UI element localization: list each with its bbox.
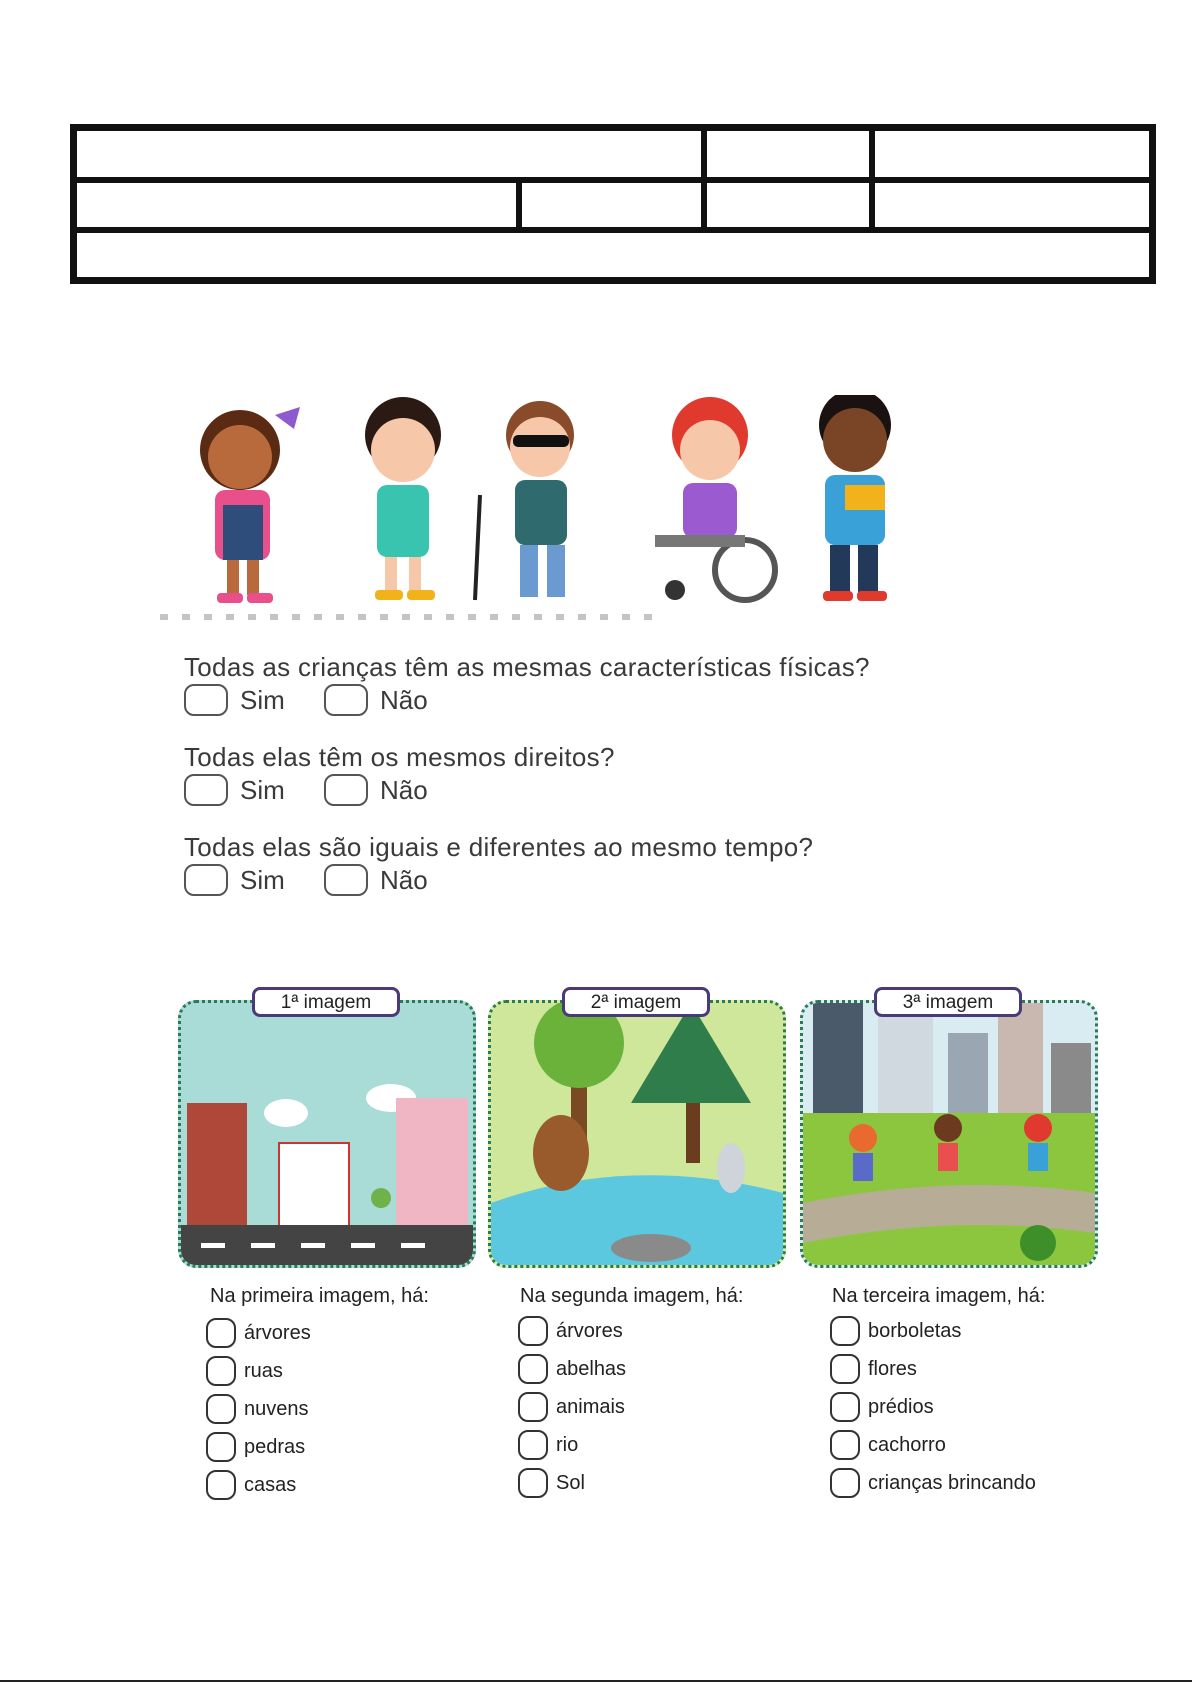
panel-1-tag: 1ª imagem <box>252 987 400 1017</box>
panel-1-city-image <box>178 1000 476 1268</box>
checkbox[interactable] <box>206 1470 236 1500</box>
cut-off-text-line <box>160 614 660 620</box>
header-cell-c[interactable] <box>74 180 519 230</box>
checkbox[interactable] <box>324 774 368 806</box>
q1-option-no[interactable] <box>324 684 428 716</box>
checkbox[interactable] <box>830 1468 860 1498</box>
checkbox[interactable] <box>184 684 228 716</box>
option-label: Não <box>380 684 428 715</box>
item-label: casas <box>244 1473 297 1496</box>
panel-1-item[interactable] <box>206 1432 305 1462</box>
checkbox[interactable] <box>184 774 228 806</box>
item-label: cachorro <box>868 1433 946 1456</box>
checkbox[interactable] <box>324 684 368 716</box>
panel-2-forest-image <box>488 1000 786 1268</box>
option-label: Sim <box>240 684 285 715</box>
q3-option-yes[interactable] <box>184 864 285 896</box>
item-label: crianças brincando <box>868 1471 1036 1494</box>
panel-2-item[interactable] <box>518 1392 625 1422</box>
panel-2-title: Na segunda imagem, há: <box>520 1285 744 1307</box>
question-2: Todas elas têm os mesmos direitos? <box>184 742 615 772</box>
children-illustration <box>155 395 995 615</box>
child-5-figure <box>819 395 891 601</box>
question-1: Todas as crianças têm as mesmas características físicas? <box>184 652 870 682</box>
panel-3-item[interactable] <box>830 1316 961 1346</box>
header-cell-f[interactable] <box>872 180 1152 230</box>
panel-2-item[interactable] <box>518 1468 585 1498</box>
option-label: Sim <box>240 864 285 895</box>
panel-1-item[interactable] <box>206 1470 296 1500</box>
checkbox[interactable] <box>324 864 368 896</box>
panel-3-tag: 3ª imagem <box>874 987 1022 1017</box>
checkbox[interactable] <box>518 1468 548 1498</box>
checkbox[interactable] <box>830 1316 860 1346</box>
item-label: borboletas <box>868 1319 962 1342</box>
item-label: árvores <box>244 1321 311 1344</box>
checkbox[interactable] <box>830 1354 860 1384</box>
item-label: ruas <box>244 1359 283 1382</box>
checkbox[interactable] <box>518 1392 548 1422</box>
checkbox[interactable] <box>518 1316 548 1346</box>
checkbox[interactable] <box>830 1430 860 1460</box>
panel-1-title: Na primeira imagem, há: <box>210 1285 429 1307</box>
forest-scene <box>491 1003 783 1265</box>
option-label: Não <box>380 774 428 805</box>
panel-1-item[interactable] <box>206 1318 311 1348</box>
panel-1-item[interactable] <box>206 1394 309 1424</box>
park-scene <box>803 1003 1095 1265</box>
q2-option-no[interactable] <box>324 774 428 806</box>
child-1-figure <box>200 407 300 603</box>
question-3: Todas elas são iguais e diferentes ao mesmo tempo? <box>184 832 814 862</box>
item-label: Sol <box>556 1471 585 1494</box>
header-cell-a[interactable] <box>704 128 872 180</box>
header-table <box>70 124 1156 284</box>
panel-1-item[interactable] <box>206 1356 283 1386</box>
panel-3-title: Na terceira imagem, há: <box>832 1285 1046 1307</box>
item-label: animais <box>556 1395 625 1418</box>
header-cell-g[interactable] <box>74 230 1152 280</box>
child-3-figure <box>475 401 574 600</box>
option-label: Não <box>380 864 428 895</box>
panel-3-item[interactable] <box>830 1354 917 1384</box>
q2-option-yes[interactable] <box>184 774 285 806</box>
checkbox[interactable] <box>830 1392 860 1422</box>
checkbox[interactable] <box>206 1394 236 1424</box>
panel-2-item[interactable] <box>518 1354 626 1384</box>
checkbox[interactable] <box>518 1430 548 1460</box>
panel-2-item[interactable] <box>518 1430 578 1460</box>
page-bottom-rule <box>0 1680 1192 1682</box>
item-label: árvores <box>556 1319 623 1342</box>
header-cell-d[interactable] <box>519 180 704 230</box>
panel-3-park-image <box>800 1000 1098 1268</box>
header-cell-b[interactable] <box>872 128 1152 180</box>
option-label: Sim <box>240 774 285 805</box>
q3-option-no[interactable] <box>324 864 428 896</box>
item-label: rio <box>556 1433 579 1456</box>
header-cell-name[interactable] <box>74 128 704 180</box>
panel-3-item[interactable] <box>830 1392 934 1422</box>
checkbox[interactable] <box>206 1432 236 1462</box>
checkbox[interactable] <box>206 1318 236 1348</box>
child-4-figure <box>655 397 775 600</box>
item-label: flores <box>868 1357 917 1380</box>
city-scene <box>181 1003 473 1265</box>
item-label: pedras <box>244 1435 306 1458</box>
header-cell-e[interactable] <box>704 180 872 230</box>
q1-option-yes[interactable] <box>184 684 285 716</box>
panel-3-item[interactable] <box>830 1468 1036 1498</box>
child-2-figure <box>365 397 441 600</box>
checkbox[interactable] <box>206 1356 236 1386</box>
checkbox[interactable] <box>518 1354 548 1384</box>
item-label: nuvens <box>244 1397 309 1420</box>
panel-3-item[interactable] <box>830 1430 946 1460</box>
item-label: abelhas <box>556 1357 627 1380</box>
panel-2-item[interactable] <box>518 1316 623 1346</box>
panel-2-tag: 2ª imagem <box>562 987 710 1017</box>
item-label: prédios <box>868 1395 934 1418</box>
checkbox[interactable] <box>184 864 228 896</box>
